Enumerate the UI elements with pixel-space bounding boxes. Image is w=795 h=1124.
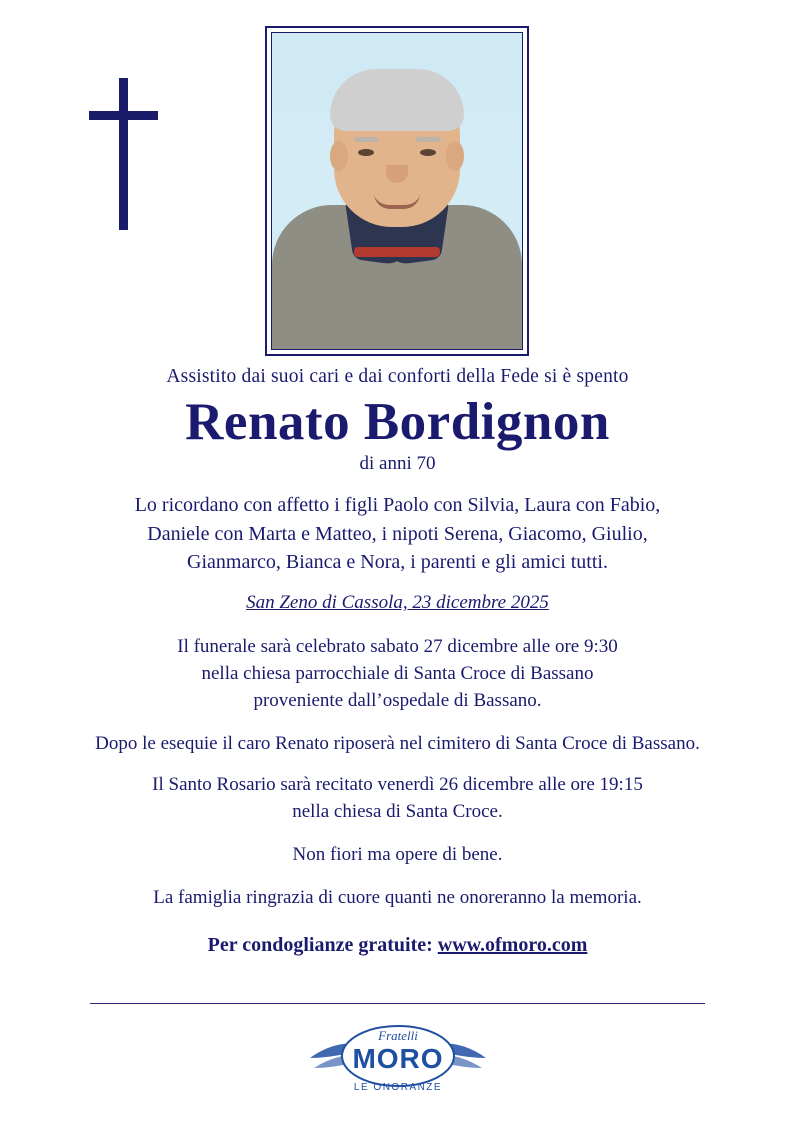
rosary-line-2: nella chiesa di Santa Croce. xyxy=(292,801,503,823)
family-thanks: La famiglia ringrazia di cuore quanti ne onoreranno la memoria. xyxy=(153,887,642,909)
svg-text:MORO: MORO xyxy=(351,1043,444,1074)
condolences-label: Per condoglianze gratuite: xyxy=(207,934,438,957)
memorial-text xyxy=(0,366,795,957)
funeral-line-3: proveniente dall’ospedale di Bassano. xyxy=(253,690,542,712)
cross-horizontal-bar xyxy=(89,111,158,120)
burial-details: Dopo le esequie il caro Renato riposerà nel cimitero di Santa Croce di Bassano. xyxy=(95,733,700,755)
footer-divider xyxy=(90,1003,705,1004)
deceased-name: Renato Bordignon xyxy=(185,393,610,451)
portrait-photo xyxy=(271,32,523,350)
funeral-line-2: nella chiesa parrocchiale di Santa Croce di Bassano xyxy=(201,663,594,685)
portrait-frame xyxy=(265,26,529,356)
svg-text:Fratelli: Fratelli xyxy=(377,1028,418,1043)
cross-icon xyxy=(86,78,176,238)
condolences-link[interactable]: www.ofmoro.com xyxy=(437,934,588,957)
remembered-by xyxy=(0,491,795,576)
portrait-collar-stripe xyxy=(354,247,440,257)
remembered-by-line-3: Gianmarco, Bianca e Nora, i parenti e gli amici tutti. xyxy=(187,551,608,574)
svg-text:LE ONORANZE: LE ONORANZE xyxy=(353,1082,442,1093)
condolences-line xyxy=(0,934,795,957)
remembered-by-line-1: Lo ricordano con affetto i figli Paolo con Silvia, Laura con Fabio, xyxy=(134,494,661,517)
portrait-ear-right xyxy=(446,141,464,171)
age-line: di anni 70 xyxy=(359,453,436,475)
remembered-by-line-2: Daniele con Marta e Matteo, i nipoti Serena, Giacomo, Giulio, xyxy=(147,522,648,545)
portrait-eye-right xyxy=(420,149,436,156)
rosary-details xyxy=(0,772,795,826)
cross-vertical-bar xyxy=(119,78,128,230)
rosary-line-1: Il Santo Rosario sarà recitato venerdì 26 dicembre alle ore 19:15 xyxy=(152,774,643,796)
portrait-brow-right xyxy=(416,137,440,142)
place-and-date: San Zeno di Cassola, 23 dicembre 2025 xyxy=(246,592,549,614)
portrait-ear-left xyxy=(330,141,348,171)
portrait-hair xyxy=(330,69,464,131)
no-flowers-note: Non fiori ma opere di bene. xyxy=(292,844,503,866)
moro-logo-icon xyxy=(298,1012,498,1104)
funeral-line-1: Il funerale sarà celebrato sabato 27 dicembre alle ore 9:30 xyxy=(177,636,618,658)
portrait-brow-left xyxy=(354,137,378,142)
intro-line: Assistito dai suoi cari e dai conforti della Fede si è spento xyxy=(166,366,629,387)
funeral-home-logo xyxy=(298,1012,498,1104)
funeral-details xyxy=(0,634,795,715)
portrait-eye-left xyxy=(358,149,374,156)
